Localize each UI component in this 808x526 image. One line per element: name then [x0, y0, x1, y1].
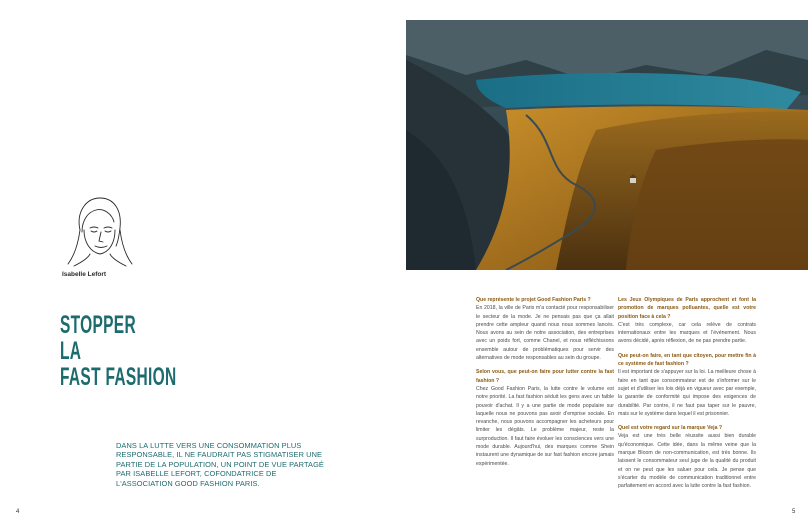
landscape-photo [406, 20, 808, 270]
answer-5: Veja est une très belle réussite aussi bien durable qu'économique. Cette idée, dans la même veine que la marque Bloom de non-communication, est très bonne. Ils laissent le consommateur seul juge de la qualité du produit et on ne peut que les saluer pour cela. Je pense que s'écarter du modèle de communication traditionnel entre parfaitement en accord avec la lutte contre la fast fashion. [618, 433, 756, 490]
answer-3: C'est très complexe, car cela relève de contrats internationaux entre les marques et l'événement. Nous avons décidé, après réflexion, de ne pas prendre partie. [618, 321, 756, 345]
headline-line-1: STOPPER [60, 311, 136, 339]
article-headline [60, 312, 177, 390]
page-number-right: 5 [792, 509, 796, 515]
question-4: Que peut-on faire, en tant que citoyen, pour mettre fin à ce système de fast fashion ? [618, 352, 756, 368]
question-3: Les Jeux Olympiques de Paris approchent et font la promotion de marques polluantes, quelle est votre position face à cela ? [618, 297, 756, 320]
question-5: Quel est votre regard sur la marque Veja ? [618, 425, 723, 432]
headline-line-2: LA [60, 337, 82, 365]
answer-1: En 2018, la ville de Paris m'a contacté pour responsabiliser le secteur de la mode. Je ne pensais pas que ça allait prendre cette ampleur quand nous nous sommes lancés. Nous avons au sein de notre association, des entreprises avec un poids fort, comme Chanel, et nous réfléchissons ensemble autour de problématiques pour servir des alternatives de mode responsables au sein du groupe. [476, 305, 614, 362]
answer-4: Il est important de s'appuyer sur la loi. La meilleure chose à faire en tant que consommateur est de s'informer sur le sujet et d'utiliser les lois déjà en vigueur avec par exemple, la garantie de conformité qui impose des exigences de durabilité. Par contre, il ne faut pas taper sur le pauvre, mais sur le système dans lequel il est prisonnier. [618, 369, 756, 417]
headline-line-3: FAST FASHION [60, 363, 177, 391]
question-1: Que représente le projet Good Fashion Paris ? [476, 297, 591, 303]
page-number-left: 4 [16, 509, 20, 515]
question-2: Selon vous, que peut-on faire pour lutter contre la fast fashion ? [476, 369, 614, 384]
portrait-caption: Isabelle Lefort [62, 271, 107, 278]
intro-paragraph: DANS LA LUTTE VERS UNE CONSOMMATION PLUS RESPONSABLE, IL NE FAUDRAIT PAS STIGMATISER UNE PARTIE DE LA POPULATION, UN POINT DE VUE PARTAGÉ PAR ISABELLE LEFORT, COFONDATRICE DE L'ASSOCIATION GOOD FASHION PARIS. [116, 441, 324, 488]
right-page [404, 0, 808, 526]
answer-2: Chez Good Fashion Paris, la lutte contre le volume est notre priorité. La fast fashion séduit les gens avec un faible pouvoir d'achat. Il y a une partie de mode populaire sur laquelle nous ne pouvons pas avoir d'emprise sociale. En revanche, nous pouvons accompagner les acheteurs pour limiter les dégâts. Le problème majeur, reste la surproduction. Il faut faire évoluer les consciences vers une mode durable. Aujourd'hui, des marques comme Shein instaurent une dynamique de sur fast fashion encore jamais expérimentée. [476, 385, 614, 467]
portrait-sketch [60, 190, 138, 268]
article-column-1 [476, 296, 614, 474]
article-column-2 [618, 296, 756, 497]
